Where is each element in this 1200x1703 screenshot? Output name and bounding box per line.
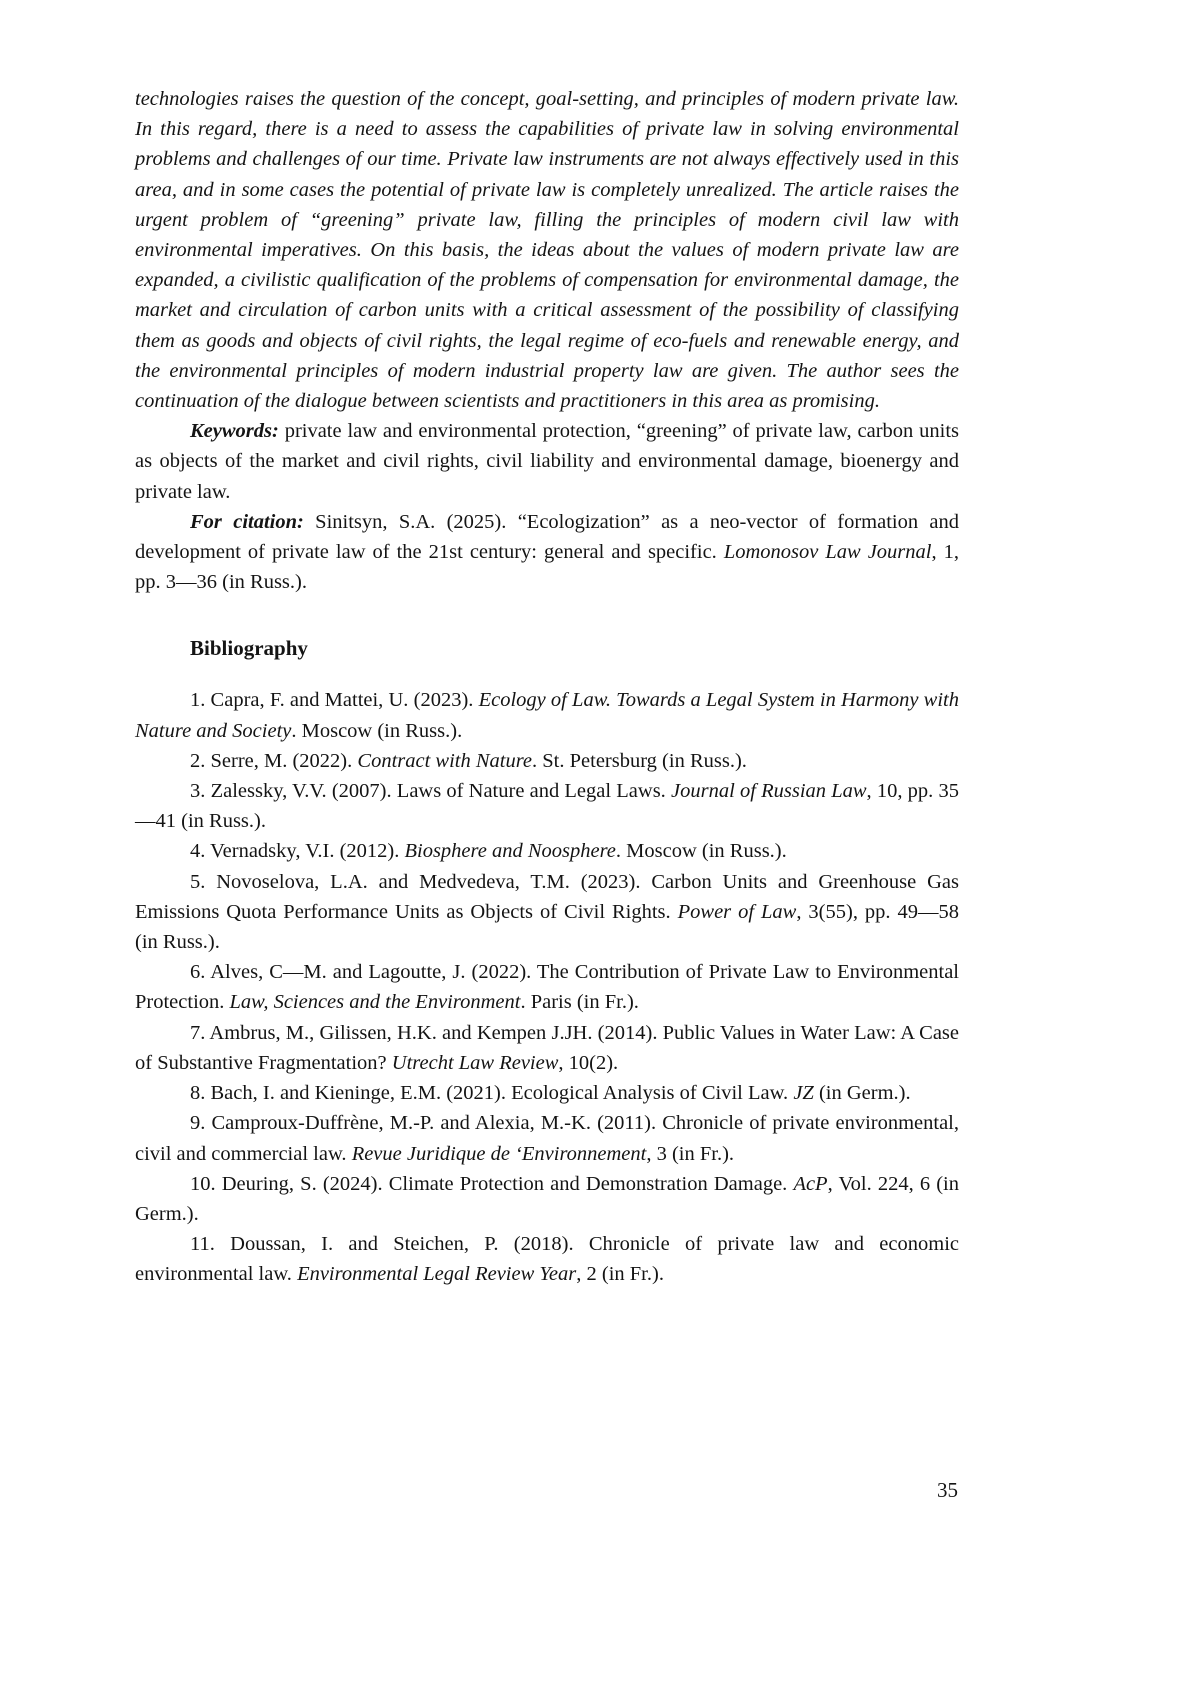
citation-label: For citation: (190, 510, 304, 533)
bibliography-entry: 7. Ambrus, M., Gilissen, H.K. and Kempen J.JH. (2014). Public Values in Water Law: A Case of Substantive Fragmentation? Utrecht Law Review, 10(2). (135, 1021, 959, 1074)
keywords-text: private law and environmental protection, “greening” of private law, carbon units as objects of the market and civil rights, civil liability and environmental damage, bioenergy and private law. (135, 420, 959, 503)
bibliography-entry: 3. Zalessky, V.V. (2007). Laws of Nature and Legal Laws. Journal of Russian Law, 10, pp. 35—41 (in Russ.). (135, 780, 959, 833)
bibliography-entry: 1. Capra, F. and Mattei, U. (2023). Ecology of Law. Towards a Legal System in Harmony with Nature and Society. Moscow (in Russ.). (135, 689, 959, 742)
bibliography-entry: 9. Camproux-Duffrène, M.-P. and Alexia, M.-K. (2011). Chronicle of private environmental, civil and commercial law. Revue Juridique de ‘Environnement, 3 (in Fr.). (135, 1112, 959, 1165)
bibliography-entry: 6. Alves, C—M. and Lagoutte, J. (2022). The Contribution of Private Law to Environmental Protection. Law, Sciences and the Environment. Paris (in Fr.). (135, 961, 959, 1014)
keywords-label: Keywords: (190, 420, 279, 443)
keywords-paragraph (135, 416, 959, 507)
citation-paragraph (135, 507, 959, 598)
bibliography-entry: 2. Serre, M. (2022). Contract with Nature. St. Petersburg (in Russ.). (190, 749, 747, 772)
bibliography-heading: Bibliography (190, 636, 308, 661)
bibliography-entry: 4. Vernadsky, V.I. (2012). Biosphere and Noosphere. Moscow (in Russ.). (190, 840, 787, 863)
bibliography-entry: 10. Deuring, S. (2024). Climate Protection and Demonstration Damage. AcP, Vol. 224, 6 (in Germ.). (135, 1172, 959, 1225)
bibliography-entry: 5. Novoselova, L.A. and Medvedeva, T.M. (2023). Carbon Units and Greenhouse Gas Emissions Quota Performance Units as Objects of Civil Rights. Power of Law, 3(55), pp. 49—58 (in Russ.). (135, 870, 959, 954)
bibliography-entry: 8. Bach, I. and Kieninge, E.M. (2021). Ecological Analysis of Civil Law. JZ (in Germ.). (190, 1082, 911, 1105)
page-content (135, 84, 959, 1290)
page-number: 35 (937, 1478, 958, 1502)
abstract-text: technologies raises the question of the concept, goal-setting, and principles of modern private law. In this regard, there is a need to assess the capabilities of private law in solving environmental problems and challenges of our time. Private law instruments are not always effectively used in this area, and in some cases the potential of private law is completely unrealized. The article raises the urgent problem of “greening” private law, filling the principles of modern civil law with environmental imperatives. On this basis, the ideas about the values of modern private law are expanded, a civilistic qualification of the problems of compensation for environmental damage, the market and circulation of carbon units with a critical assessment of the possibility of classifying them as goods and objects of civil rights, the legal regime of eco-fuels and renewable energy, and the environmental principles of modern industrial property law are given. The author sees the continuation of the dialogue between scientists and practitioners in this area as promising. (135, 88, 959, 413)
bibliography-entry: 11. Doussan, I. and Steichen, P. (2018). Chronicle of private law and economic environmental law. Environmental Legal Review Year, 2 (in Fr.). (135, 1233, 959, 1286)
citation-text: Sinitsyn, S.A. (2025). “Ecologization” as a neo-vector of formation and development of private law of the 21st century: general and specific. Lomonosov Law Journal, 1, pp. 3—36 (in Russ.). (135, 510, 959, 594)
